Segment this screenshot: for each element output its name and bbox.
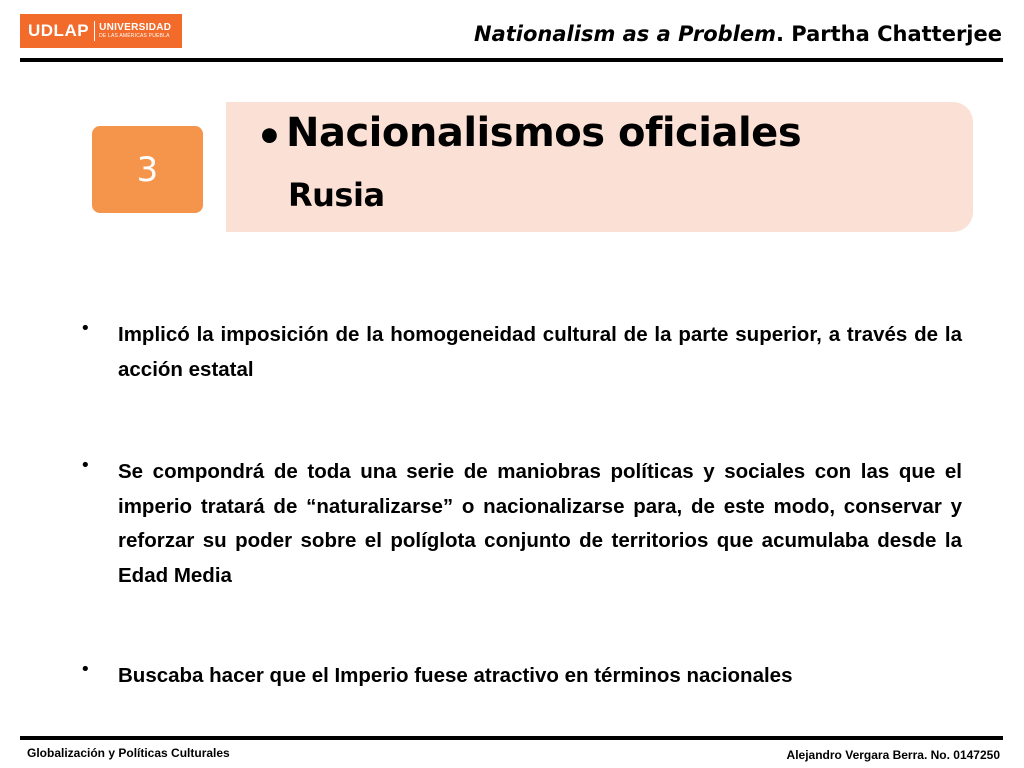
- header-title-italic: Nationalism as a Problem: [474, 22, 776, 46]
- logo-subtitle-line1: UNIVERSIDAD: [99, 22, 172, 33]
- bullet-text: Buscaba hacer que el Imperio fuese atractivo en términos nacionales: [118, 664, 793, 687]
- header-title: [474, 22, 1002, 46]
- bullet-marker: •: [80, 659, 91, 680]
- bullet-text: Implicó la imposición de la homogeneidad cultural de la parte superior, a través de la acción estatal: [118, 323, 962, 381]
- section-number: 3: [136, 149, 159, 190]
- logo-subtitle: [95, 23, 171, 39]
- logo-subtitle-line2: DE LAS AMÉRICAS PUEBLA: [99, 33, 170, 39]
- section-title: Nacionalismos oficiales: [286, 110, 802, 156]
- section-title-bullet: •: [256, 112, 283, 161]
- bullet-marker: •: [80, 318, 91, 339]
- logo-wordmark: UDLAP: [28, 21, 90, 40]
- udlap-logo: [20, 14, 182, 48]
- header-divider: [20, 58, 1003, 62]
- bullet-text: Se compondrá de toda una serie de maniobras políticas y sociales con las que el imperio tratará de “naturalizarse” o nacionalizarse para, de este modo, conservar y reforzar su poder sobre el políglota conjunto de territorios que acumulaba desde la Edad Media: [118, 460, 962, 587]
- section-subtitle: Rusia: [288, 176, 385, 214]
- bullet-marker: •: [80, 455, 91, 476]
- footer-course-title: Globalización y Políticas Culturales: [27, 746, 230, 760]
- section-number-badge: [92, 126, 203, 213]
- header-title-rest: . Partha Chatterjee: [775, 22, 1002, 46]
- footer-author: Alejandro Vergara Berra. No. 0147250: [786, 748, 1000, 762]
- footer-divider: [20, 736, 1003, 740]
